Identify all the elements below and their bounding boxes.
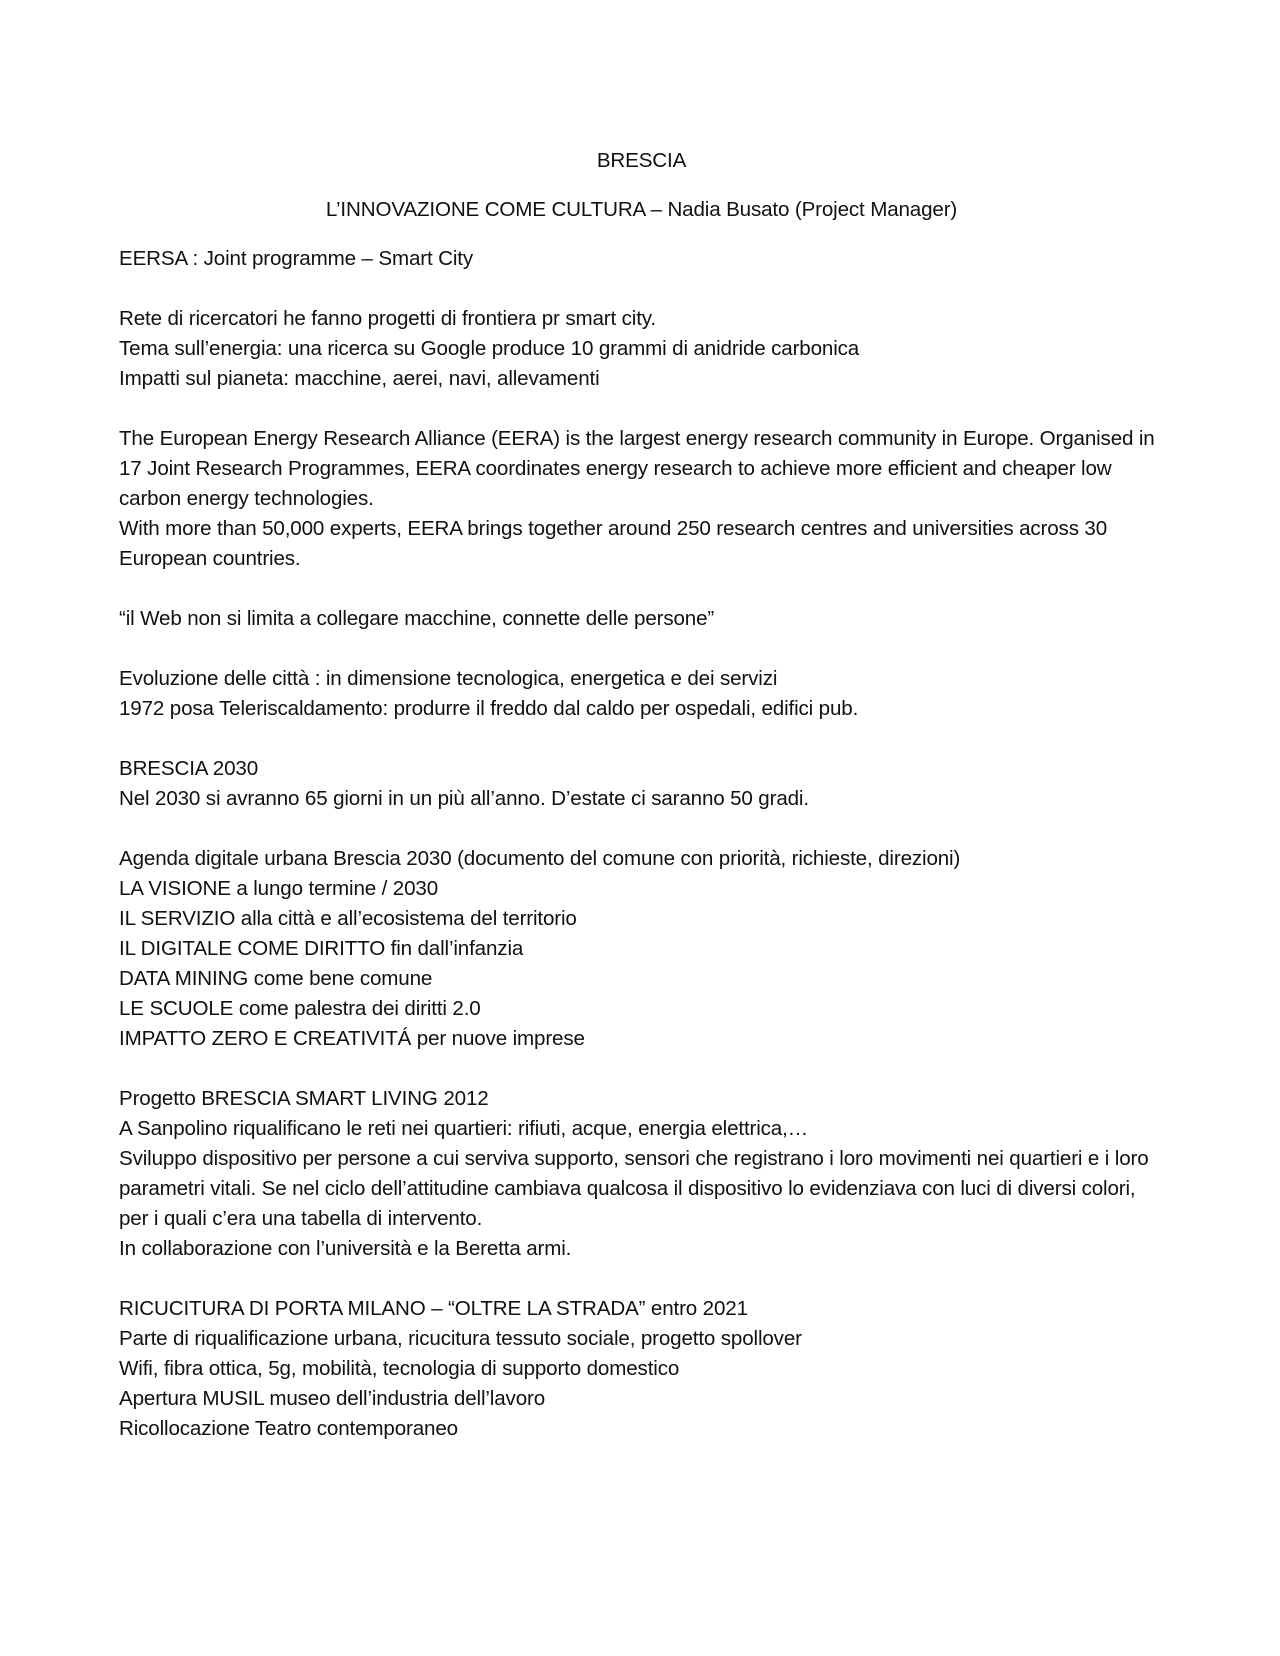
- ricucitura-line: RICUCITURA DI PORTA MILANO – “OLTRE LA STRADA” entro 2021: [119, 1297, 748, 1320]
- evoluzione-line: Evoluzione delle città : in dimensione tecnologica, energetica e dei servizi: [119, 667, 778, 690]
- eera-paragraph-1: The European Energy Research Alliance (EERA) is the largest energy research community in Europe. Organised in 17 Joint Research Programmes, EERA coordinates energy research to achieve more efficient and cheaper low carbon energy technologies.: [119, 427, 1155, 510]
- riqualificazione-line: Parte di riqualificazione urbana, ricucitura tessuto sociale, progetto spollover: [119, 1327, 802, 1350]
- rete-line: Rete di ricercatori he fanno progetti di frontiera pr smart city.: [119, 307, 656, 330]
- blank-line: [119, 274, 1164, 304]
- collaborazione-line: In collaborazione con l’università e la Beretta armi.: [119, 1237, 572, 1260]
- eersa-line: EERSA : Joint programme – Smart City: [119, 247, 473, 270]
- agenda-line: Agenda digitale urbana Brescia 2030 (documento del comune con priorità, richieste, direzioni): [119, 847, 961, 870]
- brescia-2030-heading: BRESCIA 2030: [119, 757, 259, 780]
- tema-line: Tema sull’energia: una ricerca su Google produce 10 grammi di anidride carbonica: [119, 337, 860, 360]
- teleriscaldamento-line: 1972 posa Teleriscaldamento: produrre il freddo dal caldo per ospedali, edifici pub.: [119, 697, 859, 720]
- nel-2030-line: Nel 2030 si avranno 65 giorni in un più all’anno. D’estate ci saranno 50 gradi.: [119, 787, 809, 810]
- impatto-zero-line: IMPATTO ZERO E CREATIVITÁ per nuove imprese: [119, 1027, 585, 1050]
- blank-line: [119, 634, 1164, 664]
- blank-line: [119, 724, 1164, 754]
- progetto-line: Progetto BRESCIA SMART LIVING 2012: [119, 1087, 489, 1110]
- blank-line: [119, 574, 1164, 604]
- sanpolino-line: A Sanpolino riqualificano le reti nei quartieri: rifiuti, acque, energia elettrica,…: [119, 1117, 809, 1140]
- blank-line: [119, 1264, 1164, 1294]
- blank-line: [119, 394, 1164, 424]
- document-body: [119, 146, 1164, 1444]
- visione-line: LA VISIONE a lungo termine / 2030: [119, 877, 439, 900]
- blank-line: [119, 1054, 1164, 1084]
- impatti-line: Impatti sul pianeta: macchine, aerei, navi, allevamenti: [119, 367, 600, 390]
- musil-line: Apertura MUSIL museo dell’industria dell’lavoro: [119, 1387, 546, 1410]
- document-title: BRESCIA: [596, 149, 687, 172]
- teatro-line: Ricollocazione Teatro contemporaneo: [119, 1417, 458, 1440]
- data-mining-line: DATA MINING come bene comune: [119, 967, 433, 990]
- document-subtitle: L’INNOVAZIONE COME CULTURA – Nadia Busato (Project Manager): [325, 198, 958, 221]
- sviluppo-paragraph: Sviluppo dispositivo per persone a cui serviva supporto, sensori che registrano i loro movimenti nei quartieri e i loro parametri vitali. Se nel ciclo dell’attitudine cambiava qualcosa il dispositivo lo evidenziava con luci di diversi colori, per i quali c’era una tabella di intervento.: [119, 1147, 1149, 1230]
- scuole-line: LE SCUOLE come palestra dei diritti 2.0: [119, 997, 481, 1020]
- servizio-line: IL SERVIZIO alla città e all’ecosistema del territorio: [119, 907, 577, 930]
- quote-line: “il Web non si limita a collegare macchine, connette delle persone”: [119, 607, 715, 630]
- wifi-line: Wifi, fibra ottica, 5g, mobilità, tecnologia di supporto domestico: [119, 1357, 680, 1380]
- digitale-line: IL DIGITALE COME DIRITTO fin dall’infanzia: [119, 937, 524, 960]
- eera-paragraph-2: With more than 50,000 experts, EERA brings together around 250 research centres and universities across 30 European countries.: [119, 517, 1108, 570]
- blank-line: [119, 814, 1164, 844]
